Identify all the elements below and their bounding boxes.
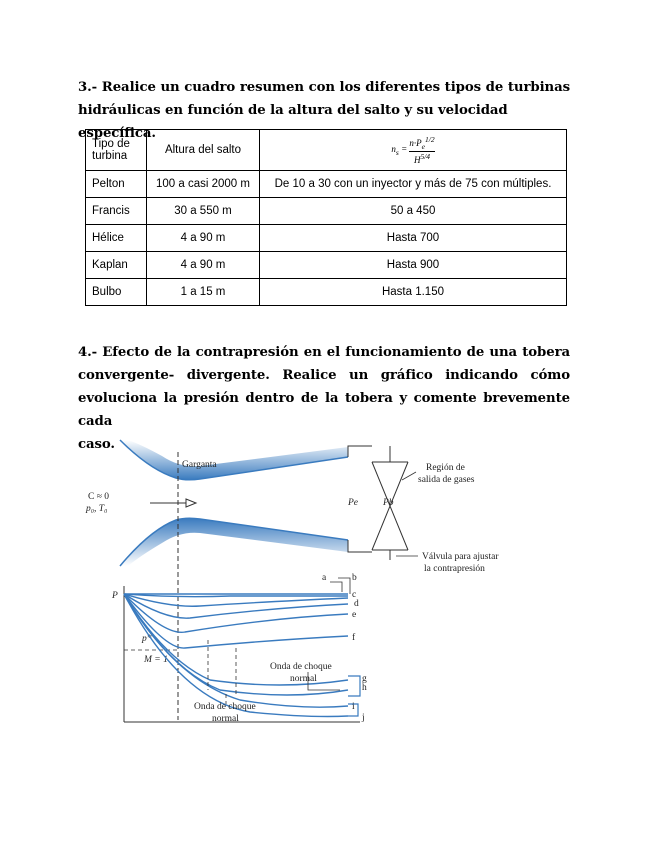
curve-label: h (362, 683, 367, 693)
question-3-line: 3.- Realice un cuadro resumen con los diferentes tipos de turbinas (78, 80, 570, 95)
cell: 30 a 550 m (147, 198, 260, 225)
cell: Francis (86, 198, 147, 225)
onda-choque-label-2: Onda de choque (194, 702, 256, 712)
specific-speed-formula: $n_s$ = $\frac{n\cdot P_e^{1/2}}{H^{5/4}}$ (391, 135, 435, 165)
curve-label: d (354, 599, 359, 609)
cell: 100 a casi 2000 m (147, 171, 260, 198)
question-3-line: hidráulicas en función de la altura del salto y su velocidad específica. (78, 103, 508, 141)
pe-label: Pe (348, 498, 359, 508)
curve-label: i (352, 702, 355, 712)
header-altura: Altura del salto (147, 130, 260, 171)
curve-label: a (322, 573, 327, 583)
nozzle-lower-wall (120, 518, 348, 566)
curve-label: j (362, 713, 365, 723)
cell: Pelton (86, 171, 147, 198)
cell: 1 a 15 m (147, 279, 260, 306)
p0-label: P (112, 591, 118, 601)
cell: 50 a 450 (260, 198, 567, 225)
curve-label: g (362, 674, 367, 684)
region-salida-label: Región de (426, 463, 465, 473)
mach-label: M = 1 (144, 655, 168, 665)
cell: Hasta 900 (260, 252, 567, 279)
curve-label: c (352, 590, 357, 600)
onda-choque-label-1: Onda de choque (270, 662, 332, 672)
valvula-label: Válvula para ajustar (422, 552, 499, 562)
cell: 4 a 90 m (147, 252, 260, 279)
pstar-label: p* (142, 634, 152, 644)
region-salida-label-2: salida de gases (418, 475, 475, 485)
question-4-line: caso. (78, 437, 115, 452)
onda-choque-label-2b: normal (212, 714, 239, 724)
cell: De 10 a 30 con un inyector y más de 75 con múltiples. (260, 171, 567, 198)
inlet-c-label: C ≈ 0 (88, 492, 110, 502)
cell: Kaplan (86, 252, 147, 279)
cell: Hélice (86, 225, 147, 252)
cell: Hasta 1.150 (260, 279, 567, 306)
curve-label: b (352, 573, 357, 583)
pb-label: Pb (383, 498, 394, 508)
valvula-label-2: la contrapresión (424, 564, 485, 574)
inlet-p-label: p₀, T₀ (86, 504, 108, 514)
onda-choque-label-1b: normal (290, 674, 317, 684)
question-4-line: evoluciona la presión dentro de la tobera y comente brevemente cada (78, 391, 570, 429)
curve-d (124, 594, 348, 618)
header-tipo: Tipo de turbina (86, 130, 147, 171)
cell: Bulbo (86, 279, 147, 306)
garganta-label: Garganta (182, 460, 217, 470)
curve-label: e (352, 610, 357, 620)
flow-arrow-icon (150, 499, 196, 507)
curve-label: f (352, 633, 356, 643)
cell: Hasta 700 (260, 225, 567, 252)
cell: 4 a 90 m (147, 225, 260, 252)
question-4-line: 4.- Efecto de la contrapresión en el funcionamiento de una tobera (78, 345, 570, 360)
question-4-line: convergente- divergente. Realice un gráfico indicando cómo (78, 368, 570, 383)
